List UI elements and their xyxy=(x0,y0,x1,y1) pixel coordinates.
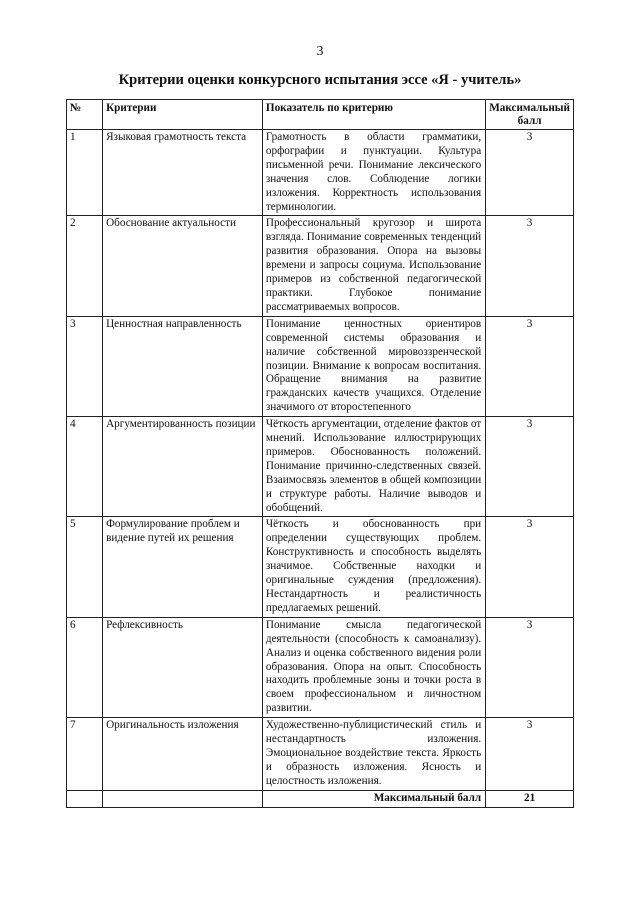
row-num: 4 xyxy=(67,417,103,517)
row-max-score: 3 xyxy=(486,617,574,717)
table-row xyxy=(67,316,574,416)
row-criterion: Языковая грамотность текста xyxy=(103,130,263,216)
row-max-score: 3 xyxy=(486,517,574,617)
row-num: 1 xyxy=(67,130,103,216)
row-indicator: Чёткость аргументации, отделение фактов от мнений. Использование иллюстрирующих примеров. Обоснованность положений. Понимание причинно-следственных связей. Взаимосвязь элементов в общей композиции и структуре работы. Наличие выводов и обобщений. xyxy=(262,417,485,517)
row-indicator: Грамотность в области грамматики, орфографии и пунктуации. Культура письменной речи. Понимание лексического значения слов. Соблюдение логики изложения. Корректность использования терминологии. xyxy=(262,130,485,216)
row-criterion: Ценностная направленность xyxy=(103,316,263,416)
row-criterion: Оригинальность изложения xyxy=(103,718,263,791)
page-number: 3 xyxy=(316,44,324,59)
header-num: № xyxy=(67,100,103,130)
row-criterion: Формулирование проблем и видение путей их решения xyxy=(103,517,263,617)
row-indicator: Профессиональный кругозор и широта взгляда. Понимание современных тенденций развития образования. Опора на вызовы времени и запросы социума. Использование примеров из собственной педагогической практики. Глубокое понимание рассматриваемых вопросов. xyxy=(262,216,485,316)
table-header-row xyxy=(67,100,574,130)
row-max-score: 3 xyxy=(486,216,574,316)
total-value: 21 xyxy=(486,790,574,807)
row-num: 7 xyxy=(67,718,103,791)
row-num: 2 xyxy=(67,216,103,316)
total-row xyxy=(67,790,574,807)
page-title: Критерии оценки конкурсного испытания эссе «Я - учитель» xyxy=(118,72,522,88)
header-indicator: Показатель по критерию xyxy=(262,100,485,130)
total-empty-cell xyxy=(103,790,263,807)
criteria-table xyxy=(66,99,574,808)
header-max-score: Максимальный балл xyxy=(486,100,574,130)
row-criterion: Аргументированность позиции xyxy=(103,417,263,517)
header-criteria: Критерии xyxy=(103,100,263,130)
row-num: 6 xyxy=(67,617,103,717)
row-num: 5 xyxy=(67,517,103,617)
row-criterion: Обоснование актуальности xyxy=(103,216,263,316)
row-indicator: Понимание ценностных ориентиров современной системы образования и наличие собственной мировоззренческой позиции. Внимание к вопросам воспитания. Обращение внимания на развитие гражданских качеств учащихся. Отделение значимого от второстепенного xyxy=(262,316,485,416)
row-max-score: 3 xyxy=(486,718,574,791)
row-num: 3 xyxy=(67,316,103,416)
row-indicator: Понимание смысла педагогической деятельности (способность к самоанализу). Анализ и оценка собственного видения роли образования. Опора на опыт. Способность находить проблемные зоны и точки роста в своем профессиональном и личностном развитии. xyxy=(262,617,485,717)
row-max-score: 3 xyxy=(486,316,574,416)
table-row xyxy=(67,617,574,717)
row-indicator: Чёткость и обоснованность при определении существующих проблем. Конструктивность и способность выделять значимое. Собственные находки и оригинальные суждения (предложения). Нестандартность и реалистичность предлагаемых решений. xyxy=(262,517,485,617)
table-row xyxy=(67,216,574,316)
table-row xyxy=(67,718,574,791)
row-max-score: 3 xyxy=(486,130,574,216)
row-criterion: Рефлексивность xyxy=(103,617,263,717)
row-indicator: Художественно-публицистический стиль и нестандартность изложения. Эмоциональное воздействие текста. Яркость и образность изложения. Ясность и целостность изложения. xyxy=(262,718,485,791)
total-label: Максимальный балл xyxy=(262,790,485,807)
row-max-score: 3 xyxy=(486,417,574,517)
table-row xyxy=(67,130,574,216)
total-empty-cell xyxy=(67,790,103,807)
table-row xyxy=(67,517,574,617)
table-row xyxy=(67,417,574,517)
